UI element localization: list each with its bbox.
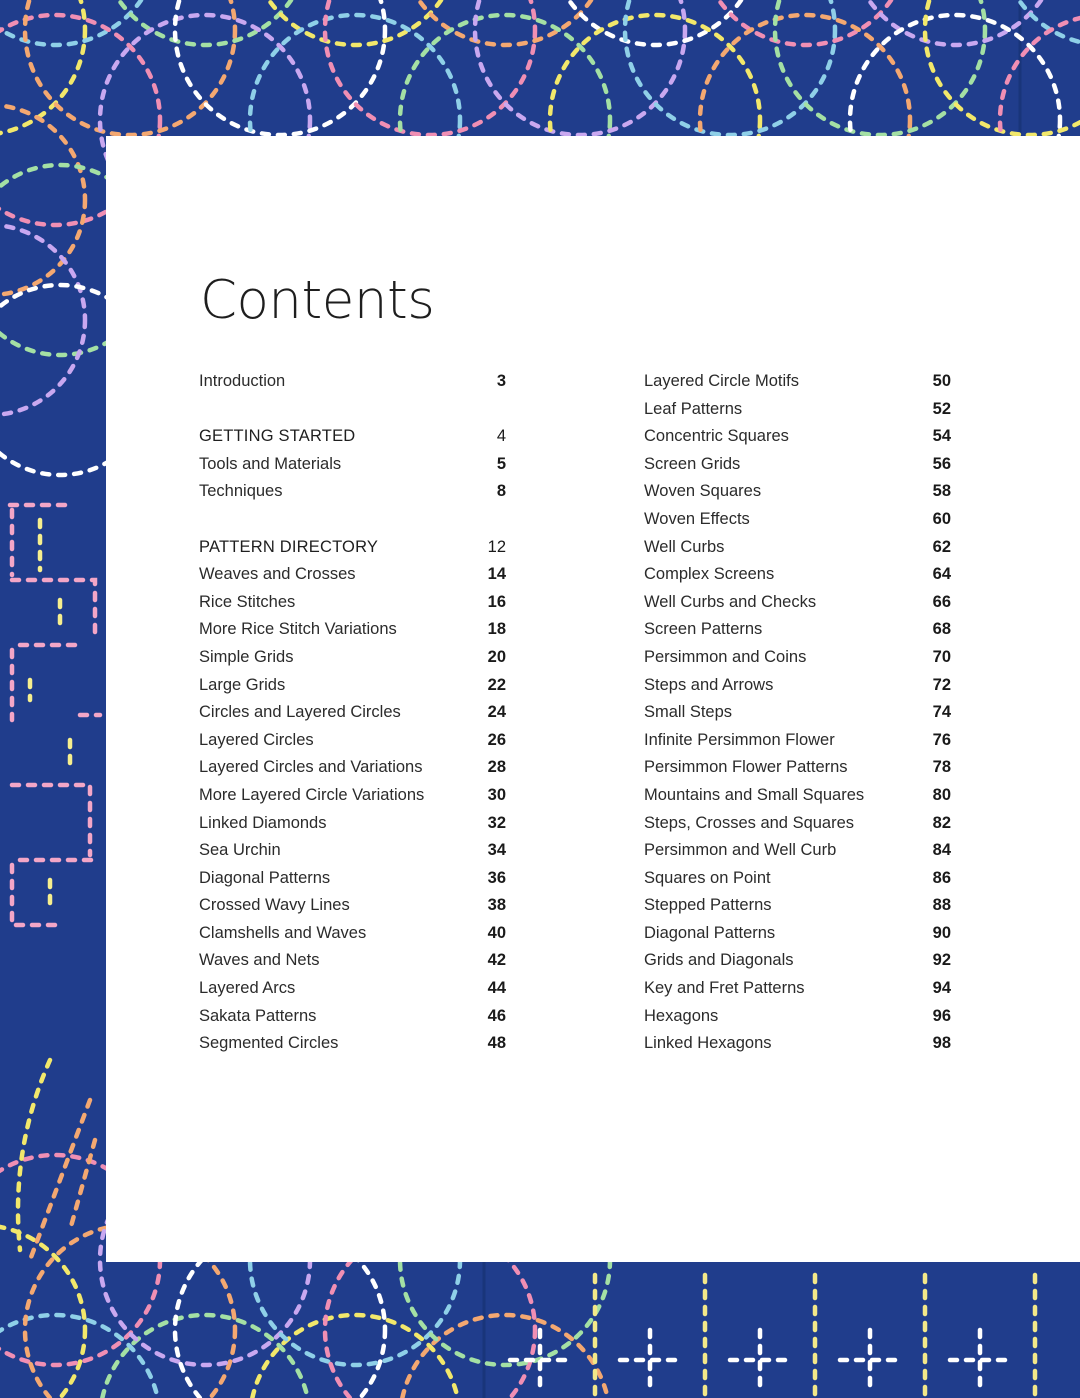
- toc-section-heading[interactable]: [199, 534, 506, 562]
- toc-entry-label: Crossed Wavy Lines: [199, 896, 350, 915]
- toc-entry-label: Segmented Circles: [199, 1034, 339, 1053]
- toc-entry[interactable]: [644, 754, 951, 782]
- toc-entry-page-number: 26: [487, 730, 506, 749]
- toc-entry-label: GETTING STARTED: [199, 427, 356, 446]
- toc-entry-page-number: 90: [932, 923, 951, 942]
- toc-entry-label: Woven Squares: [644, 482, 762, 501]
- toc-entry-label: Steps and Arrows: [644, 675, 774, 694]
- toc-entry-page-number: 66: [932, 592, 951, 611]
- toc-entry[interactable]: [644, 506, 951, 534]
- toc-entry[interactable]: [644, 368, 951, 396]
- toc-entry-page-number: 38: [487, 896, 506, 915]
- toc-entry[interactable]: [644, 782, 951, 810]
- toc-entry-label: Layered Circles: [199, 730, 314, 749]
- toc-entry-page-number: 96: [932, 1006, 951, 1025]
- toc-entry-label: Mountains and Small Squares: [644, 785, 865, 804]
- toc-entry-page-number: 5: [496, 454, 506, 473]
- toc-entry[interactable]: [644, 644, 951, 672]
- toc-entry-label: Persimmon Flower Patterns: [644, 758, 848, 777]
- toc-entry[interactable]: [644, 423, 951, 451]
- toc-entry-page-number: 70: [932, 647, 951, 666]
- toc-entry-label: Complex Screens: [644, 565, 775, 584]
- toc-entry-label: Squares on Point: [644, 868, 771, 887]
- toc-entry-page-number: 44: [487, 979, 506, 998]
- toc-entry-page-number: 54: [932, 427, 951, 446]
- toc-entry-page-number: 84: [932, 841, 951, 860]
- toc-entry-label: Techniques: [199, 482, 283, 501]
- toc-entry[interactable]: [199, 975, 506, 1003]
- toc-entry-page-number: 58: [932, 482, 951, 501]
- toc-entry-page-number: 36: [487, 868, 506, 887]
- toc-entry-page-number: 22: [487, 675, 506, 694]
- toc-entry-page-number: 98: [932, 1034, 951, 1053]
- toc-entry-label: Stepped Patterns: [644, 896, 772, 915]
- toc-entry-page-number: 56: [932, 454, 951, 473]
- toc-entry[interactable]: [644, 396, 951, 424]
- toc-column-right: [644, 368, 951, 1058]
- toc-entry[interactable]: [644, 451, 951, 479]
- page-title: Contents: [200, 270, 435, 331]
- toc-entry-label: Sakata Patterns: [199, 1006, 317, 1025]
- toc-entry[interactable]: [644, 920, 951, 948]
- toc-entry-page-number: 82: [932, 813, 951, 832]
- toc-entry[interactable]: [199, 892, 506, 920]
- toc-entry-page-number: 8: [496, 482, 506, 501]
- toc-entry[interactable]: [199, 644, 506, 672]
- toc-entry[interactable]: [644, 727, 951, 755]
- toc-entry-label: Persimmon and Coins: [644, 647, 807, 666]
- toc-entry[interactable]: [199, 920, 506, 948]
- toc-entry[interactable]: [644, 589, 951, 617]
- toc-entry-page-number: 62: [932, 537, 951, 556]
- toc-entry[interactable]: [644, 478, 951, 506]
- toc-entry-label: More Rice Stitch Variations: [199, 620, 397, 639]
- toc-entry-page-number: 88: [932, 896, 951, 915]
- toc-entry[interactable]: [199, 478, 506, 506]
- toc-entry-label: Large Grids: [199, 675, 286, 694]
- toc-entry[interactable]: [199, 754, 506, 782]
- toc-entry-page-number: 78: [932, 758, 951, 777]
- toc-entry-page-number: 80: [932, 785, 951, 804]
- toc-entry[interactable]: [644, 975, 951, 1003]
- toc-entry-page-number: 28: [487, 758, 506, 777]
- toc-entry[interactable]: [644, 865, 951, 893]
- toc-section-heading[interactable]: [199, 423, 506, 451]
- toc-entry-label: PATTERN DIRECTORY: [199, 537, 379, 556]
- toc-entry[interactable]: [199, 810, 506, 838]
- toc-entry-label: Well Curbs: [644, 537, 725, 556]
- toc-entry-label: Clamshells and Waves: [199, 923, 367, 942]
- toc-entry[interactable]: [199, 699, 506, 727]
- toc-entry-label: Woven Effects: [644, 509, 750, 528]
- toc-entry[interactable]: [199, 947, 506, 975]
- toc-entry-page-number: 76: [932, 730, 951, 749]
- toc-entry-page-number: 72: [932, 675, 951, 694]
- toc-entry-page-number: 74: [932, 703, 951, 722]
- toc-entry[interactable]: [644, 616, 951, 644]
- toc-entry-label: Well Curbs and Checks: [644, 592, 817, 611]
- toc-entry[interactable]: [644, 1030, 951, 1058]
- toc-entry-page-number: 64: [932, 565, 951, 584]
- toc-entry-label: Screen Patterns: [644, 620, 763, 639]
- contents-panel: [106, 136, 1080, 1262]
- toc-entry-label: Rice Stitches: [199, 592, 296, 611]
- toc-entry[interactable]: [199, 561, 506, 589]
- toc-entry-label: Layered Circle Motifs: [644, 372, 799, 390]
- toc-entry-label: Tools and Materials: [199, 454, 342, 473]
- toc-entry-page-number: 12: [487, 537, 506, 556]
- toc-entry-label: Layered Circles and Variations: [199, 758, 423, 777]
- toc-entry-label: Linked Hexagons: [644, 1034, 772, 1053]
- toc-entry-page-number: 48: [487, 1034, 506, 1053]
- toc-entry[interactable]: [199, 1030, 506, 1058]
- toc-entry-label: Small Steps: [644, 703, 733, 722]
- toc-entry-page-number: 14: [487, 565, 506, 584]
- toc-entry-page-number: 34: [487, 841, 506, 860]
- toc-entry[interactable]: [644, 534, 951, 562]
- toc-spacer: [199, 506, 506, 534]
- toc-entry-page-number: 3: [496, 372, 506, 390]
- toc-entry[interactable]: [199, 727, 506, 755]
- toc-entry[interactable]: [199, 616, 506, 644]
- toc-entry-page-number: 60: [932, 509, 951, 528]
- toc-entry[interactable]: [644, 810, 951, 838]
- toc-entry-label: Key and Fret Patterns: [644, 979, 805, 998]
- toc-entry-label: Diagonal Patterns: [644, 923, 776, 942]
- toc-entry-label: Grids and Diagonals: [644, 951, 794, 970]
- toc-entry-page-number: 86: [932, 868, 951, 887]
- toc-entry[interactable]: [644, 1003, 951, 1031]
- toc-entry-label: Steps, Crosses and Squares: [644, 813, 855, 832]
- toc-entry-label: Concentric Squares: [644, 427, 789, 446]
- toc-entry[interactable]: [644, 837, 951, 865]
- toc-entry-label: Weaves and Crosses: [199, 565, 356, 584]
- toc-entry[interactable]: [199, 589, 506, 617]
- toc-entry-label: Linked Diamonds: [199, 813, 327, 832]
- toc-entry-label: Persimmon and Well Curb: [644, 841, 837, 860]
- toc-entry-label: Waves and Nets: [199, 951, 320, 970]
- toc-entry-label: Leaf Patterns: [644, 399, 743, 418]
- toc-entry-label: Introduction: [199, 372, 286, 390]
- toc-entry-label: More Layered Circle Variations: [199, 785, 425, 804]
- toc-entry-page-number: 32: [487, 813, 506, 832]
- toc-entry-page-number: 24: [487, 703, 506, 722]
- toc-entry-page-number: 4: [496, 427, 506, 446]
- toc-entry-page-number: 68: [932, 620, 951, 639]
- toc-entry[interactable]: [644, 561, 951, 589]
- toc-entry-label: Screen Grids: [644, 454, 741, 473]
- toc-entry-page-number: 16: [487, 592, 506, 611]
- toc-entry-label: Hexagons: [644, 1006, 719, 1025]
- toc-entry[interactable]: [644, 699, 951, 727]
- toc-entry-page-number: 50: [932, 372, 951, 390]
- toc-entry-label: Simple Grids: [199, 647, 294, 666]
- toc-entry-label: Diagonal Patterns: [199, 868, 331, 887]
- toc-entry[interactable]: [199, 451, 506, 479]
- toc-entry[interactable]: [199, 865, 506, 893]
- toc-entry-label: Circles and Layered Circles: [199, 703, 401, 722]
- toc-entry[interactable]: [199, 837, 506, 865]
- toc-entry[interactable]: [199, 782, 506, 810]
- toc-entry-label: Infinite Persimmon Flower: [644, 730, 835, 749]
- toc-column-left: [199, 368, 506, 1058]
- toc-entry[interactable]: [644, 672, 951, 700]
- toc-entry[interactable]: [199, 672, 506, 700]
- toc-entry[interactable]: [644, 892, 951, 920]
- toc-entry[interactable]: [199, 1003, 506, 1031]
- toc-entry-page-number: 30: [487, 785, 506, 804]
- toc-entry-page-number: 20: [487, 647, 506, 666]
- toc-entry-label: Layered Arcs: [199, 979, 296, 998]
- toc-entry-page-number: 92: [932, 951, 951, 970]
- toc-entry-page-number: 18: [487, 620, 506, 639]
- toc-entry-page-number: 46: [487, 1006, 506, 1025]
- toc-entry-label: Sea Urchin: [199, 841, 281, 860]
- toc-entry-page-number: 52: [932, 399, 951, 418]
- toc-entry[interactable]: [199, 368, 506, 396]
- toc-spacer: [199, 396, 506, 424]
- toc-entry-page-number: 40: [487, 923, 506, 942]
- toc-entry[interactable]: [644, 947, 951, 975]
- toc-entry-page-number: 94: [932, 979, 951, 998]
- toc-entry-page-number: 42: [487, 951, 506, 970]
